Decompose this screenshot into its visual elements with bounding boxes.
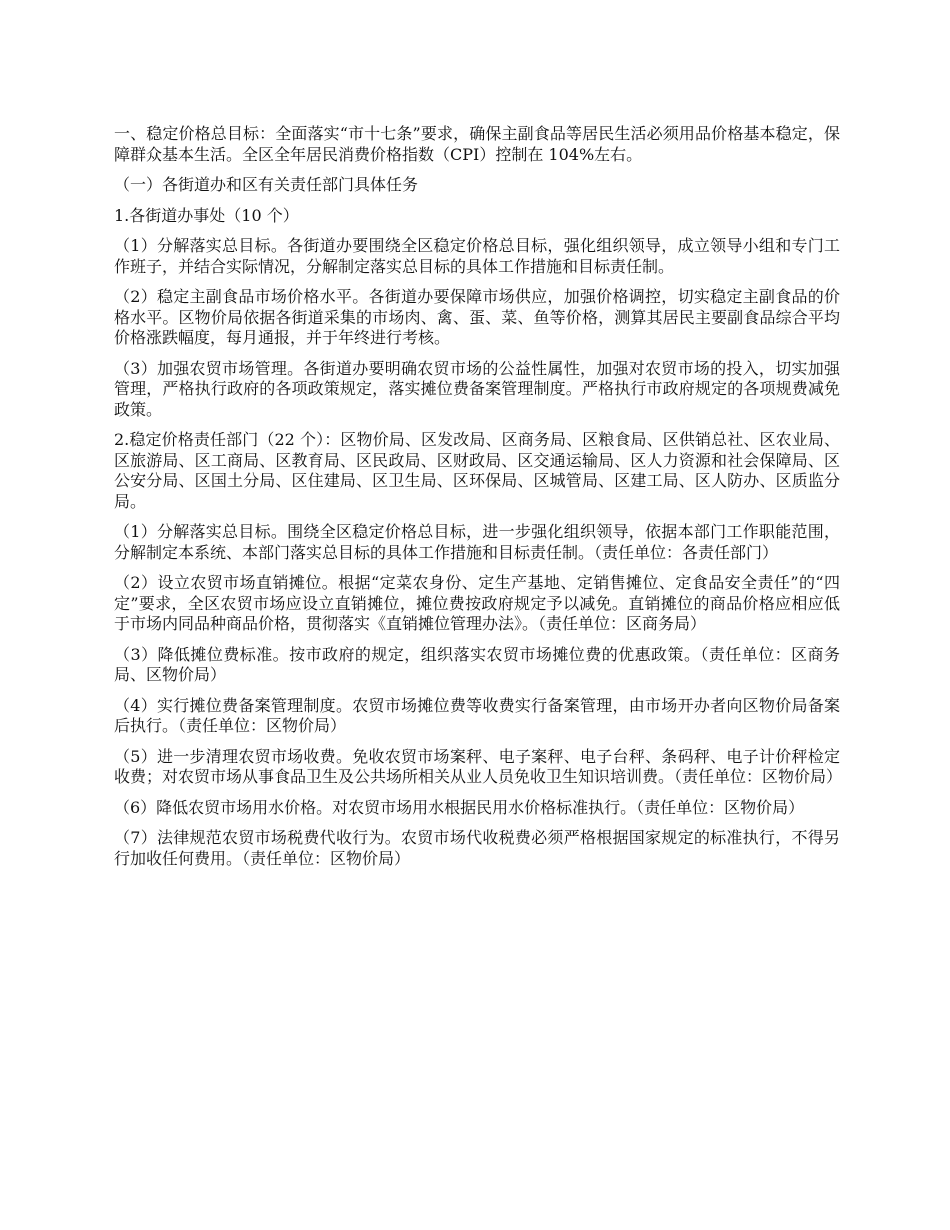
subsection-heading-street-offices: 1.各街道办事处（10 个） bbox=[114, 205, 299, 225]
department-item-7: （7）法律规范农贸市场税费代收行为。农贸市场代收税费必须严格根据国家规定的标准执行，不得另行加收任何费用。（责任单位：区物价局） bbox=[114, 828, 840, 868]
street-item-3: （3）加强农贸市场管理。各街道办要明确农贸市场的公益性属性，加强对农贸市场的投入，切实加强管理，严格执行政府的各项政策规定，落实摊位费备案管理制度。严格执行市政府规定的各项规费减免政策。 bbox=[114, 358, 840, 419]
price-target-paragraph: 一、稳定价格总目标：全面落实“市十七条”要求，确保主副食品等居民生活必须用品价格基本稳定，保障群众基本生活。全区全年居民消费价格指数（CPI）控制在 104%左右。 bbox=[114, 124, 840, 164]
department-item-2: （2）设立农贸市场直销摊位。根据“定菜农身份、定生产基地、定销售摊位、定食品安全责任”的“四定”要求，全区农贸市场应设立直销摊位，摊位费按政府规定予以减免。直销摊位的商品价格应相应低于市场内同品种商品价格，贯彻落实《直销摊位管理办法》。（责任单位：区商务局） bbox=[114, 573, 840, 633]
section-heading-tasks: （一）各街道办和区有关责任部门具体任务 bbox=[114, 175, 419, 194]
department-item-5: （5）进一步清理农贸市场收费。免收农贸市场案秤、电子案秤、电子台秤、条码秤、电子计价秤检定收费；对农贸市场从事食品卫生及公共场所相关从业人员免收卫生知识培训费。（责任单位：区物价局） bbox=[114, 746, 843, 786]
subsection-heading-departments: 2.稳定价格责任部门（22 个）：区物价局、区发改局、区商务局、区粮食局、区供销总社、区农业局、区旅游局、区工商局、区教育局、区民政局、区财政局、区交通运输局、区人力资源和社会保障局、区公安分局、区国土分局、区住建局、区卫生局、区环保局、区城管局、区建工局、区人防办、区质监分局。 bbox=[114, 430, 840, 511]
street-item-2: （2）稳定主副食品市场价格水平。各街道办要保障市场供应，加强价格调控，切实稳定主副食品的价格水平。区物价局依据各街道采集的市场肉、禽、蛋、菜、鱼等价格，测算其居民主要副食品综合平均价格涨跌幅度，每月通报，并于年终进行考核。 bbox=[114, 287, 840, 347]
department-item-6: （6）降低农贸市场用水价格。对农贸市场用水根据民用水价格标准执行。（责任单位：区物价局） bbox=[114, 797, 805, 817]
street-item-1: （1）分解落实总目标。各街道办要围绕全区稳定价格总目标，强化组织领导，成立领导小组和专门工作班子，并结合实际情况，分解制定落实总目标的具体工作措施和目标责任制。 bbox=[114, 236, 840, 276]
document-body bbox=[114, 124, 843, 879]
department-item-3: （3）降低摊位费标准。按市政府的规定，组织落实农贸市场摊位费的优惠政策。（责任单位：区商务局、区物价局） bbox=[114, 644, 840, 684]
department-item-4: （4）实行摊位费备案管理制度。农贸市场摊位费等收费实行备案管理，由市场开办者向区物价局备案后执行。（责任单位：区物价局） bbox=[114, 695, 840, 735]
department-item-1: （1）分解落实总目标。围绕全区稳定价格总目标，进一步强化组织领导，依据本部门工作职能范围，分解制定本系统、本部门落实总目标的具体工作措施和目标责任制。（责任单位：各责任部门） bbox=[114, 522, 840, 562]
